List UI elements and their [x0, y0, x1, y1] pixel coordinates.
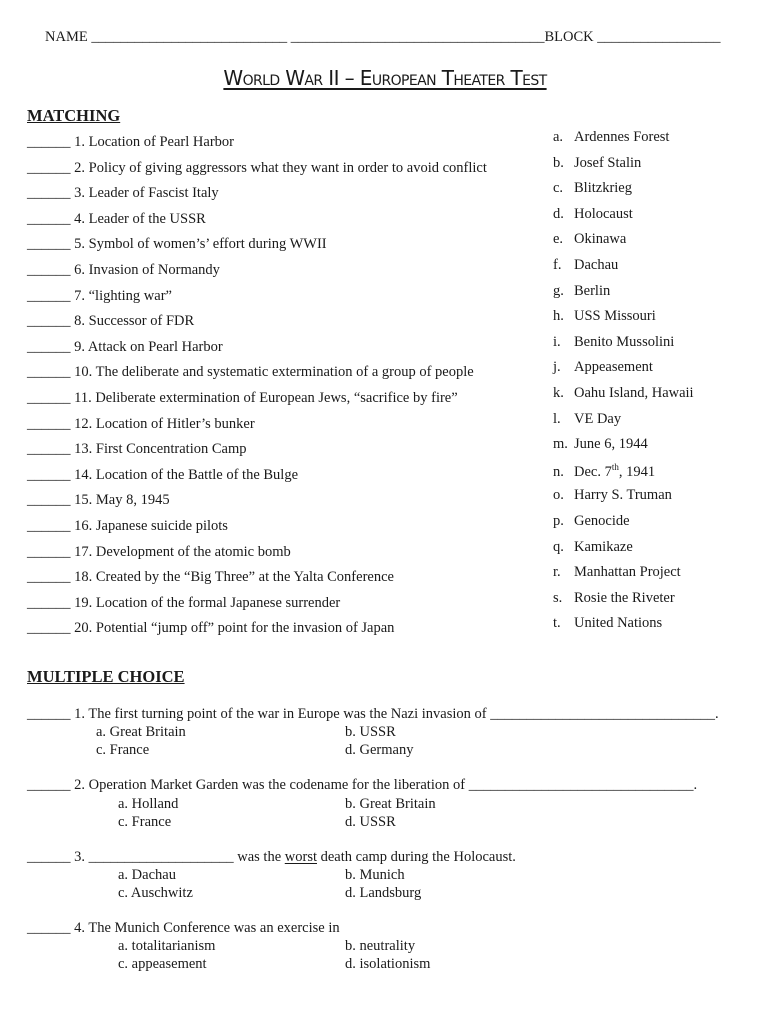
answer-text-main: Dec. 7: [574, 463, 612, 480]
answer-text-main: Blitzkrieg: [574, 180, 632, 197]
matching-heading: MATCHING: [27, 106, 121, 125]
answer-text: [574, 283, 610, 300]
mc-question-3: [27, 849, 516, 866]
answer-text: [574, 590, 675, 607]
mc-question-4: ______ 4. The Munich Conference was an exercise in: [27, 920, 340, 936]
matching-question: ______ 6. Invasion of Normandy: [27, 262, 220, 278]
matching-question: ______ 1. Location of Pearl Harbor: [27, 134, 234, 150]
test-title: [0, 66, 770, 90]
mc-q4-option-b: b. neutrality: [345, 938, 416, 954]
answer-letter: o.: [553, 487, 564, 504]
mc-q4-option-a: a. totalitarianism: [118, 938, 216, 954]
mc-q2-option-b: b. Great Britain: [345, 796, 436, 812]
answer-letter: d.: [553, 205, 564, 222]
matching-question: ______ 13. First Concentration Camp: [27, 441, 247, 458]
answer-text-main: Benito Mussolini: [574, 333, 675, 350]
answer-letter: h.: [553, 308, 564, 325]
answer-text-main: Berlin: [574, 282, 611, 299]
mc-q2-option-d: d. USSR: [345, 814, 396, 830]
answer-text: [574, 334, 674, 351]
matching-question: ______ 19. Location of the formal Japanese surrender: [27, 594, 341, 611]
answer-text: [574, 257, 618, 274]
matching-question: ______ 14. Location of the Battle of the Bulge: [27, 466, 299, 483]
answer-text-main: June 6, 1944: [574, 436, 648, 453]
matching-answer: [553, 590, 675, 607]
matching-question: ______ 20. Potential “jump off” point for the invasion of Japan: [27, 620, 395, 637]
matching-answer: [553, 564, 681, 581]
mc-q4-option-c: c. appeasement: [118, 956, 207, 972]
answer-text-superscript: th: [611, 461, 619, 472]
answer-text: [574, 206, 633, 223]
mc-q3-option-c: c. Auschwitz: [118, 885, 193, 901]
answer-letter: k.: [553, 385, 564, 401]
answer-text-main: Manhattan Project: [574, 564, 681, 581]
matching-question: ______ 18. Created by the “Big Three” at the Yalta Conference: [27, 569, 394, 586]
answer-letter: a.: [553, 129, 564, 145]
answer-text: [574, 180, 632, 197]
matching-answer: [553, 308, 656, 325]
mc-q1-option-d: d. Germany: [345, 742, 414, 758]
answer-letter: m.: [553, 436, 568, 453]
answer-text-main: Ardennes Forest: [574, 129, 670, 145]
mc-question-1: ______ 1. The first turning point of the war in Europe was the Nazi invasion of _______________________________.: [27, 706, 719, 722]
answer-text-main: United Nations: [574, 615, 663, 632]
answer-text-main: Holocaust: [574, 205, 633, 222]
matching-question: ______ 16. Japanese suicide pilots: [27, 518, 228, 534]
answer-text: [574, 462, 655, 481]
matching-question: ______ 2. Policy of giving aggressors what they want in order to avoid conflict: [27, 159, 487, 176]
answer-letter: r.: [553, 564, 561, 581]
matching-question: ______ 9. Attack on Pearl Harbor: [27, 338, 223, 355]
matching-answer: [553, 231, 626, 248]
answer-letter: f.: [553, 257, 562, 273]
answer-letter: c.: [553, 180, 564, 197]
matching-answer: [553, 385, 694, 402]
answer-text-rest: , 1941: [618, 463, 656, 480]
matching-question: ______ 15. May 8, 1945: [27, 492, 170, 509]
matching-question: ______ 10. The deliberate and systematic extermination of a group of people: [27, 364, 474, 381]
answer-text-main: Harry S. Truman: [574, 487, 672, 504]
answer-text: [574, 487, 672, 504]
answer-text-main: Kamikaze: [574, 538, 633, 555]
matching-question: ______ 11. Deliberate extermination of European Jews, “sacrifice by fire”: [27, 390, 458, 406]
matching-answer: [553, 462, 655, 481]
answer-letter: n.: [553, 463, 564, 480]
matching-answer: [553, 539, 633, 556]
answer-text-main: Oahu Island, Hawaii: [574, 385, 694, 401]
answer-letter: q.: [553, 538, 564, 555]
matching-answer: [553, 487, 672, 504]
answer-text-main: Appeasement: [574, 359, 653, 376]
mc-q1-option-b: b. USSR: [345, 724, 396, 740]
answer-text-main: Dachau: [574, 257, 619, 273]
answer-text: [574, 129, 669, 146]
answer-text: [574, 513, 630, 530]
matching-answer: [553, 180, 632, 197]
mc-q3-stem-emphasis: worst: [284, 849, 317, 865]
name-block-line: NAME ___________________________ ___________________________________BLOCK _________________: [45, 29, 721, 45]
answer-text-main: Josef Stalin: [574, 154, 642, 171]
answer-text: [574, 155, 641, 172]
answer-letter: p.: [553, 513, 564, 529]
answer-letter: s.: [553, 589, 563, 606]
test-title-text: World War II – European Theater Test: [223, 66, 547, 90]
mc-q1-option-c: c. France: [96, 742, 150, 758]
mc-q3-option-a: a. Dachau: [118, 867, 176, 883]
answer-letter: b.: [553, 154, 564, 171]
mc-q3-stem-start: ______ 3. ____________________ was the: [27, 849, 285, 865]
matching-question: ______ 7. “lighting war”: [27, 287, 172, 304]
matching-question: ______ 12. Location of Hitler’s bunker: [27, 415, 255, 432]
answer-text: [574, 411, 621, 428]
answer-text: [574, 539, 633, 556]
matching-answer: [553, 359, 653, 376]
matching-question: ______ 17. Development of the atomic bomb: [27, 543, 291, 560]
matching-question: ______ 3. Leader of Fascist Italy: [27, 185, 219, 202]
mc-question-2: ______ 2. Operation Market Garden was the codename for the liberation of _______________________________.: [27, 777, 698, 793]
matching-question: ______ 4. Leader of the USSR: [27, 210, 206, 227]
matching-answer: [553, 513, 630, 530]
matching-answer: [553, 206, 633, 223]
mc-q3-option-b: b. Munich: [345, 867, 405, 883]
answer-letter: g.: [553, 282, 564, 299]
answer-text-main: USS Missouri: [574, 308, 656, 325]
answer-text: [574, 231, 626, 248]
answer-letter: j.: [553, 359, 561, 376]
answer-text: [574, 385, 694, 402]
matching-answer: [553, 615, 662, 632]
matching-answer: [553, 129, 669, 146]
answer-letter: i.: [553, 333, 561, 350]
answer-text: [574, 615, 662, 632]
matching-answer: [553, 257, 618, 274]
mc-q3-option-d: d. Landsburg: [345, 885, 422, 901]
matching-question: ______ 5. Symbol of women’s’ effort during WWII: [27, 236, 327, 253]
answer-text: [574, 308, 656, 325]
answer-text-main: VE Day: [574, 410, 622, 427]
mc-q3-stem-end: death camp during the Holocaust.: [317, 849, 516, 865]
answer-text: [574, 436, 648, 453]
mc-q4-option-d: d. isolationism: [345, 956, 431, 972]
answer-text-main: Rosie the Riveter: [574, 589, 675, 606]
multiple-choice-heading: MULTIPLE CHOICE: [27, 667, 185, 686]
answer-letter: t.: [553, 615, 561, 632]
answer-letter: e.: [553, 231, 564, 248]
matching-answer: [553, 155, 641, 172]
matching-answer: [553, 334, 674, 351]
matching-answer: [553, 411, 621, 428]
mc-q1-option-a: a. Great Britain: [96, 724, 186, 740]
mc-q2-option-c: c. France: [118, 814, 172, 830]
matching-question: ______ 8. Successor of FDR: [27, 313, 195, 330]
matching-answer: [553, 283, 610, 300]
answer-letter: l.: [553, 410, 561, 427]
answer-text-main: Okinawa: [574, 231, 627, 248]
answer-text: [574, 564, 681, 581]
mc-q2-option-a: a. Holland: [118, 796, 179, 812]
matching-answer: [553, 436, 648, 453]
answer-text: [574, 359, 653, 376]
answer-text-main: Genocide: [574, 513, 630, 529]
